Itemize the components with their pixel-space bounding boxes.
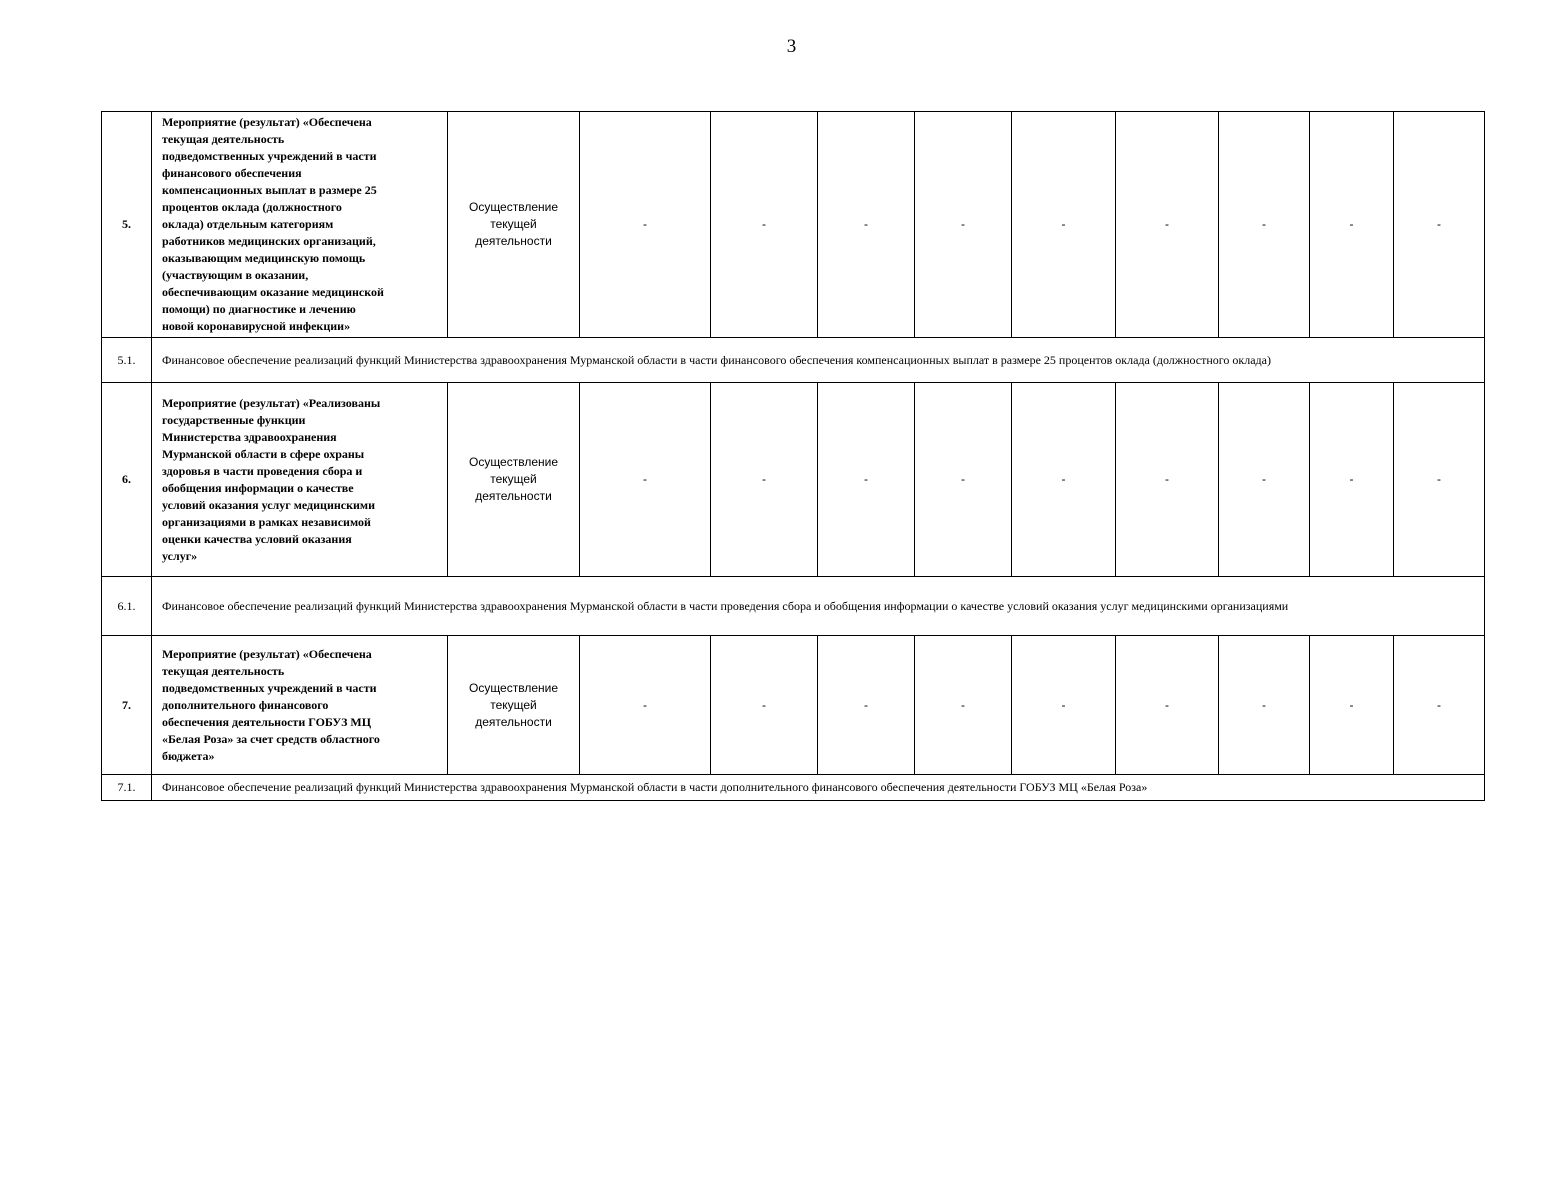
value-cell: - <box>915 383 1012 577</box>
value-cell: - <box>818 112 915 338</box>
value-cell: - <box>818 636 915 775</box>
description-line: обеспечивающим оказание медицинской <box>162 285 384 299</box>
description-line: Мероприятие (результат) «Реализованы <box>162 395 381 410</box>
row-number: 5.1. <box>102 338 152 383</box>
value-cell: - <box>1394 112 1485 338</box>
row-number: 5. <box>102 112 152 338</box>
value-cell: - <box>1394 636 1485 775</box>
description-line: компенсационных выплат в размере 25 <box>162 183 377 197</box>
row-number: 6. <box>102 383 152 577</box>
value-cell: - <box>580 636 711 775</box>
value-cell: - <box>1116 112 1219 338</box>
description-line: Министерства здравоохранения <box>162 429 337 444</box>
description-line: оклада) отдельным категориям <box>162 217 334 231</box>
subactivity-row <box>102 338 1485 383</box>
value-cell: - <box>915 636 1012 775</box>
value-cell: - <box>1012 636 1116 775</box>
description-line: подведомственных учреждений в части <box>162 149 377 163</box>
activity-description <box>152 383 448 577</box>
description-line: бюджета» <box>162 748 215 763</box>
type-line: деятельности <box>475 234 552 248</box>
description-line: (участвующим в оказании, <box>162 268 309 282</box>
description-line: услуг» <box>162 548 198 563</box>
value-cell: - <box>1012 383 1116 577</box>
subactivity-row <box>102 577 1485 636</box>
activity-description <box>152 112 448 338</box>
description-line: условий оказания услуг медицинскими <box>162 497 376 512</box>
description-line: текущая деятельность <box>162 663 285 678</box>
subactivity-description: Финансовое обеспечение реализаций функций Министерства здравоохранения Мурманской области в части финансового обеспечения компенсационных выплат в размере 25 процентов оклада (должностного оклада) <box>152 338 1485 383</box>
value-cell: - <box>818 383 915 577</box>
value-cell: - <box>1116 383 1219 577</box>
value-cell: - <box>1219 112 1310 338</box>
description-line: подведомственных учреждений в части <box>162 680 377 695</box>
value-cell: - <box>711 636 818 775</box>
activity-row <box>102 383 1485 577</box>
value-cell: - <box>1219 636 1310 775</box>
type-line: текущей <box>490 217 537 231</box>
description-line: Мурманской области в сфере охраны <box>162 446 365 461</box>
value-cell: - <box>1394 383 1485 577</box>
value-cell: - <box>580 383 711 577</box>
value-cell: - <box>915 112 1012 338</box>
description-line: процентов оклада (должностного <box>162 200 342 214</box>
description-line: Мероприятие (результат) «Обеспечена <box>162 646 372 661</box>
page-number: 3 <box>786 36 797 57</box>
activity-type <box>448 636 580 775</box>
description-line: обобщения информации о качестве <box>162 480 354 495</box>
description-line: организациями в рамках независимой <box>162 514 371 529</box>
type-line: текущей <box>490 472 537 486</box>
type-line: деятельности <box>475 489 552 503</box>
subactivity-row <box>102 775 1485 801</box>
activity-row <box>102 112 1485 338</box>
activity-description <box>152 636 448 775</box>
value-cell: - <box>1310 383 1394 577</box>
description-line: оказывающим медицинскую помощь <box>162 251 366 265</box>
value-cell: - <box>711 383 818 577</box>
description-line: новой коронавирусной инфекции» <box>162 319 351 333</box>
row-number: 7.1. <box>102 775 152 801</box>
row-number: 7. <box>102 636 152 775</box>
description-line: «Белая Роза» за счет средств областного <box>162 731 380 746</box>
row-number: 6.1. <box>102 577 152 636</box>
table-body <box>102 112 1485 801</box>
value-cell: - <box>1219 383 1310 577</box>
type-line: Осуществление <box>468 200 559 214</box>
value-cell: - <box>580 112 711 338</box>
description-line: работников медицинских организаций, <box>162 234 376 248</box>
description-line: текущая деятельность <box>162 132 285 146</box>
description-line: помощи) по диагностике и лечению <box>162 302 356 316</box>
value-cell: - <box>1116 636 1219 775</box>
activities-table <box>101 111 1485 801</box>
description-line: финансового обеспечения <box>162 166 302 180</box>
subactivity-description: Финансовое обеспечение реализаций функций Министерства здравоохранения Мурманской области в части проведения сбора и обобщения информации о качестве условий оказания услуг медицинскими организациями <box>152 577 1485 636</box>
subactivity-description: Финансовое обеспечение реализаций функций Министерства здравоохранения Мурманской области в части дополнительного финансового обеспечения деятельности ГОБУЗ МЦ «Белая Роза» <box>152 775 1485 801</box>
activity-type <box>448 112 580 338</box>
value-cell: - <box>1310 636 1394 775</box>
type-line: Осуществление <box>468 680 559 695</box>
type-line: деятельности <box>475 714 552 729</box>
type-line: текущей <box>490 697 537 712</box>
activity-row <box>102 636 1485 775</box>
value-cell: - <box>711 112 818 338</box>
description-line: здоровья в части проведения сбора и <box>162 463 363 478</box>
description-line: Мероприятие (результат) «Обеспечена <box>162 115 372 129</box>
description-line: дополнительного финансового <box>162 697 329 712</box>
value-cell: - <box>1310 112 1394 338</box>
description-line: государственные функции <box>162 412 306 427</box>
description-line: обеспечения деятельности ГОБУЗ МЦ <box>162 714 372 729</box>
activity-type <box>448 383 580 577</box>
type-line: Осуществление <box>468 455 559 469</box>
value-cell: - <box>1012 112 1116 338</box>
description-line: оценки качества условий оказания <box>162 531 352 546</box>
